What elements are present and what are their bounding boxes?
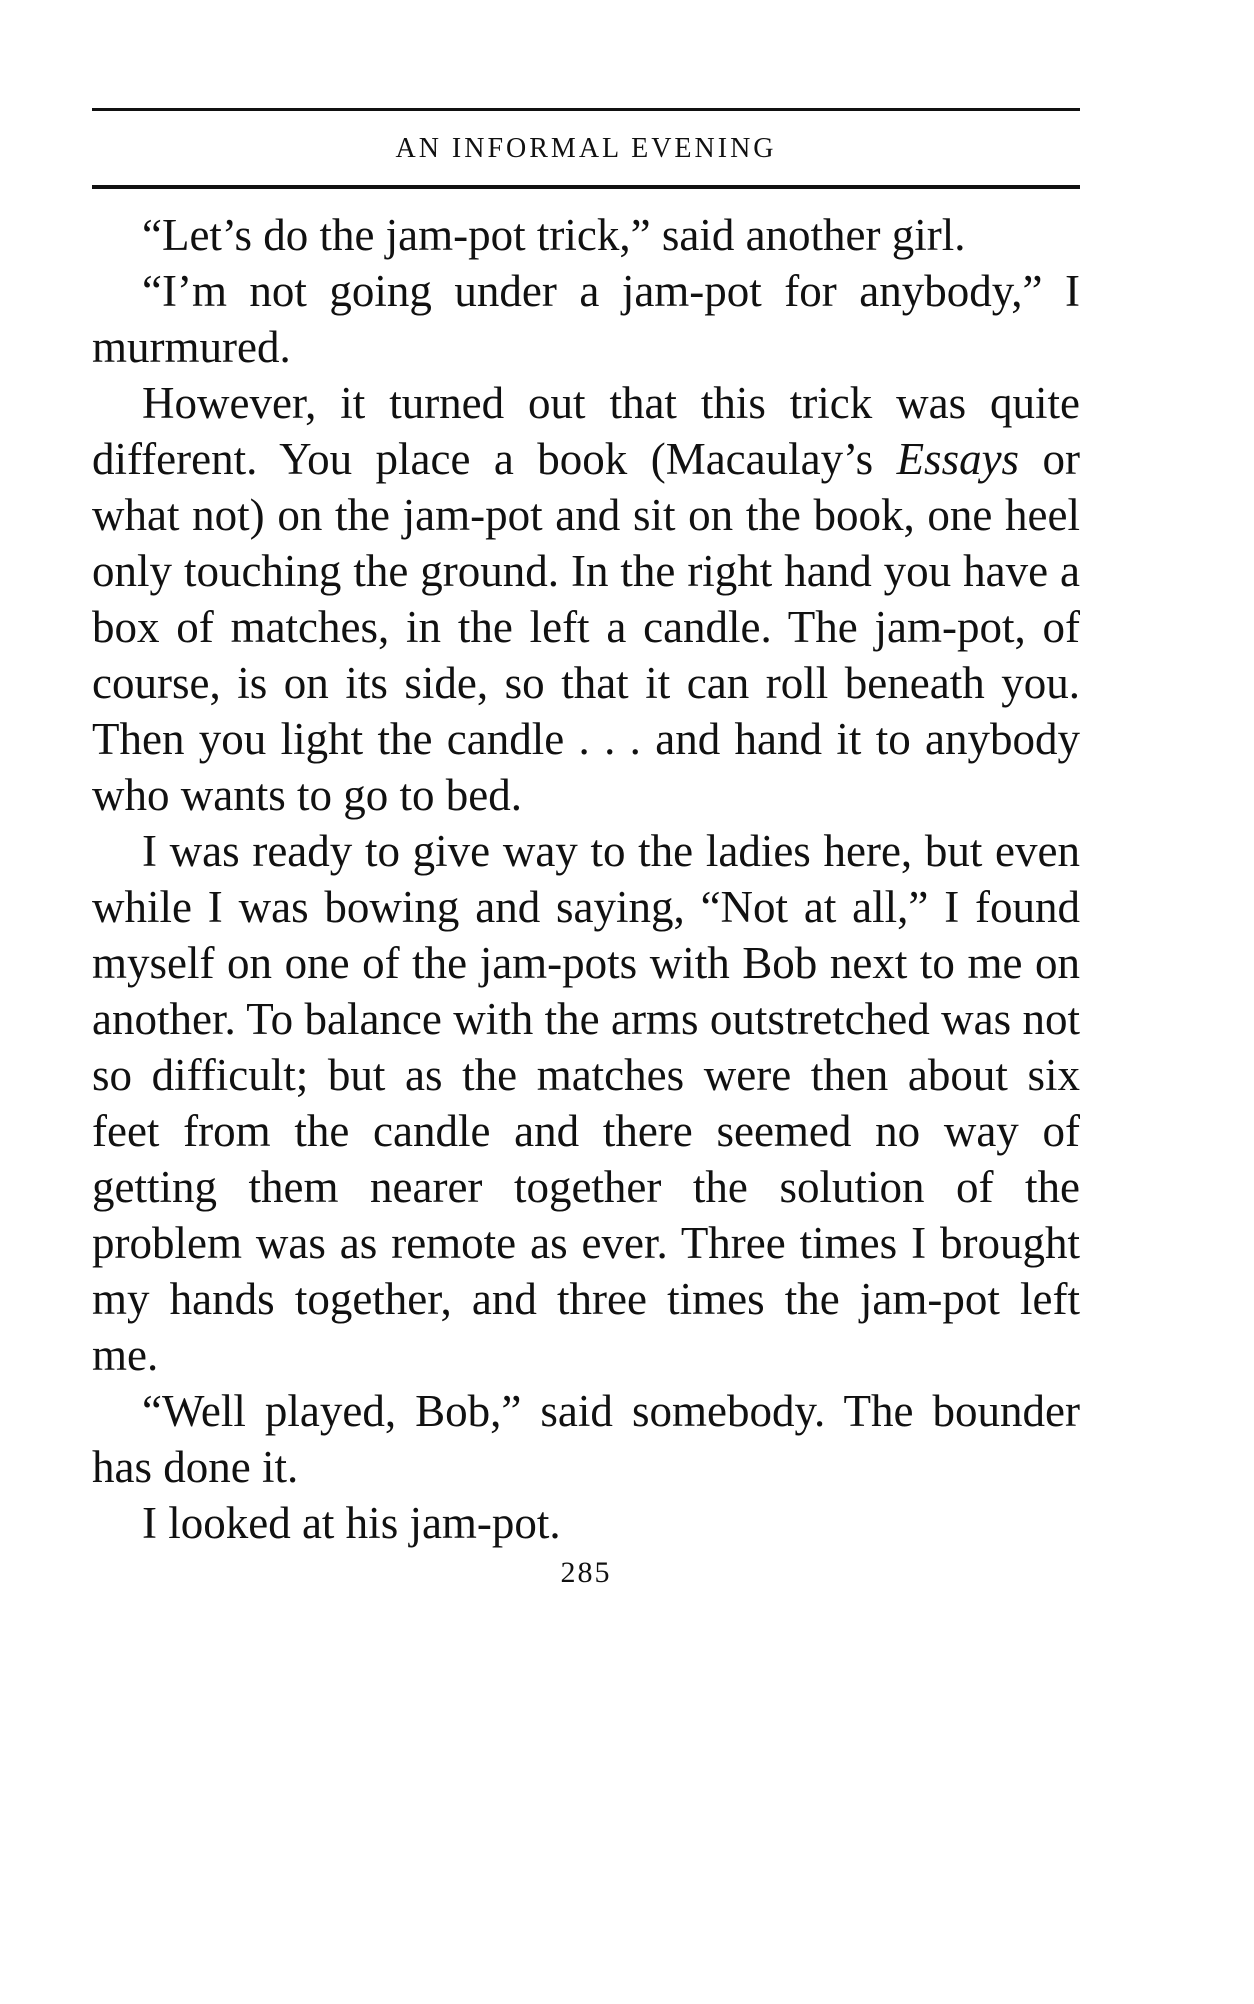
- paragraph-6: [92, 1495, 1080, 1551]
- body-text: [92, 207, 1080, 1551]
- paragraph-4-text: I was ready to give way to the ladies here, but even while I was bowing and saying, “Not at all,” I found myself on one of the jam-pots with Bob next to me on another. To balance with the arms outstretched was not so difficult; but as the matches were then about six feet from the candle and there seemed no way of getting them nearer together the solution of the problem was as remote as ever. Three times I brought my hands together, and three times the jam-pot left me.: [92, 826, 1080, 1380]
- paragraph-3-text-start: However, it turned out that this trick was quite different. You place a book (Macaulay’s: [92, 378, 1080, 484]
- header-rule-top: [92, 108, 1080, 111]
- book-page: [92, 108, 1080, 1591]
- page-number: 285: [560, 1556, 612, 1589]
- book-title-essays: Essays: [896, 434, 1020, 484]
- paragraph-5: [92, 1383, 1080, 1495]
- paragraph-1: [92, 207, 1080, 263]
- paragraph-6-text: I looked at his jam-pot.: [142, 1498, 561, 1548]
- paragraph-2: [92, 263, 1080, 375]
- paragraph-3-text-end: or what not) on the jam-pot and sit on the book, one heel only touching the ground. In the right hand you have a box of matches, in the left a candle. The jam-pot, of course, is on its side, so that it can roll beneath you. Then you light the candle . . . and hand it to anybody who wants to go to bed.: [92, 434, 1080, 820]
- running-head: AN INFORMAL EVENING: [395, 133, 777, 164]
- paragraph-4: [92, 823, 1080, 1383]
- paragraph-1-text: “Let’s do the jam-pot trick,” said another girl.: [142, 210, 966, 260]
- paragraph-5-text: “Well played, Bob,” said somebody. The bounder has done it.: [92, 1386, 1080, 1492]
- paragraph-2-text: “I’m not going under a jam-pot for anybody,” I murmured.: [92, 266, 1080, 372]
- paragraph-3: [92, 375, 1080, 823]
- header-rule-bottom: [92, 185, 1080, 189]
